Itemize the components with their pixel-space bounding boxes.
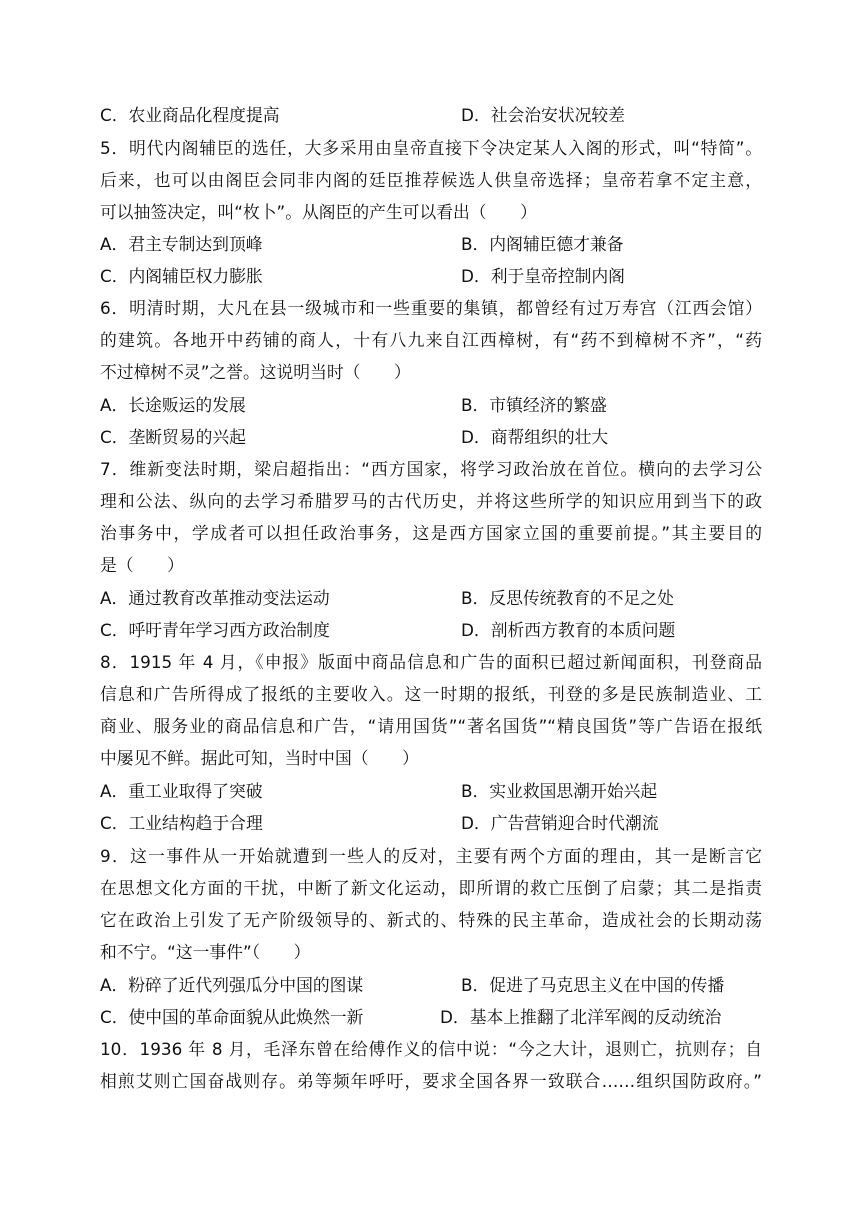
q9-stem-line: 在思想文化方面的干扰，中断了新文化运动，即所谓的救亡压倒了启蒙；其二是指责 (100, 878, 762, 898)
q9-option-c: C．使中国的革命面貌从此焕然一新 (100, 1007, 364, 1027)
q8-stem-line: 信息和广告所得成了报纸的主要收入。这一时期的报纸，刊登的多是民族制造业、工 (100, 684, 762, 704)
q6-stem-line: 不过樟树不灵”之誉。这说明当时（ ） (100, 362, 411, 382)
q6-stem-line: 6．明清时期，大凡在县一级城市和一些重要的集镇，都曾经有过万寿宫（江西会馆） (100, 298, 762, 318)
q4-option-d: D．社会治安状况较差 (461, 105, 625, 125)
q7-option-a: A．通过教育改革推动变法运动 (100, 588, 330, 608)
q5-option-c: C．内阁辅臣权力膨胀 (100, 266, 263, 286)
q8-option-c: C．工业结构趋于合理 (100, 813, 263, 833)
q7-option-c: C．呼吁青年学习西方政治制度 (100, 620, 330, 640)
q7-option-b: B．反思传统教育的不足之处 (461, 588, 674, 608)
q9-stem-line: 9．这一事件从一开始就遭到一些人的反对，主要有两个方面的理由，其一是断言它 (100, 846, 762, 866)
q7-option-d: D．剖析西方教育的本质问题 (461, 620, 676, 640)
q10-stem-line: 10．1936 年 8 月，毛泽东曾在给傅作义的信中说：“今之大计，退则亡，抗则存；自 (100, 1039, 762, 1059)
q6-option-d: D．商帮组织的壮大 (461, 427, 609, 447)
q10-stem-line: 相煎艾则亡国奋战则存。弟等频年呼吁，要求全国各界一致联合……组织国防政府。” (100, 1071, 762, 1091)
q6-stem-line: 的建筑。各地开中药铺的商人，十有八九来自江西樟树，有“药不到樟树不齐”，“药 (100, 330, 762, 350)
q5-stem-line: 可以抽签决定，叫“枚卜”。从阁臣的产生可以看出（ ） (100, 202, 537, 222)
q8-option-d: D．广告营销迎合时代潮流 (461, 813, 659, 833)
q7-stem-line: 是（ ） (100, 555, 184, 575)
q8-stem-line: 中屡见不鲜。据此可知，当时中国（ ） (100, 748, 419, 768)
q6-option-a: A．长途贩运的发展 (100, 395, 246, 415)
q9-option-d: D．基本上推翻了北洋军阀的反动统治 (440, 1007, 722, 1027)
q8-option-b: B．实业救国思潮开始兴起 (461, 781, 658, 801)
q8-stem-line: 商业、服务业的商品信息和广告，“请用国货”“著名国货”“精良国货”等广告语在报纸 (100, 716, 762, 736)
q8-stem-line: 8．1915 年 4 月，《申报》版面中商品信息和广告的面积已超过新闻面积，刊登商品 (100, 652, 762, 672)
q5-stem-line: 5．明代内阁辅臣的选任，大多采用由皇帝直接下令决定某人入阁的形式，叫“特简”。 (100, 138, 762, 158)
q4-option-c: C．农业商品化程度提高 (100, 105, 280, 125)
q5-option-b: B．内阁辅臣德才兼备 (461, 234, 624, 254)
q5-stem-line: 后来，也可以由阁臣会同非内阁的廷臣推荐候选人供皇帝选择；皇帝若拿不定主意， (100, 170, 762, 190)
q6-option-b: B．市镇经济的繁盛 (461, 395, 607, 415)
q7-stem-line: 7．维新变法时期，梁启超指出：“西方国家，将学习政治放在首位。横向的去学习公 (100, 459, 762, 479)
q5-option-d: D．利于皇帝控制内阁 (461, 266, 625, 286)
q7-stem-line: 治事务中，学成者可以担任政治事务，这是西方国家立国的重要前提。”其主要目的 (100, 523, 762, 543)
q9-stem-line: 和不宁。“这一事件”（ ） (100, 942, 311, 962)
q8-option-a: A．重工业取得了突破 (100, 781, 263, 801)
q6-option-c: C．垄断贸易的兴起 (100, 427, 246, 447)
q9-stem-line: 它在政治上引发了无产阶级领导的、新式的、特殊的民主革命，造成社会的长期动荡 (100, 910, 762, 930)
q9-option-a: A．粉碎了近代列强瓜分中国的图谋 (100, 975, 364, 995)
q9-option-b: B．促进了马克思主义在中国的传播 (461, 975, 725, 995)
q7-stem-line: 理和公法、纵向的去学习希腊罗马的古代历史，并将这些所学的知识应用到当下的政 (100, 491, 762, 511)
q5-option-a: A．君主专制达到顶峰 (100, 234, 263, 254)
